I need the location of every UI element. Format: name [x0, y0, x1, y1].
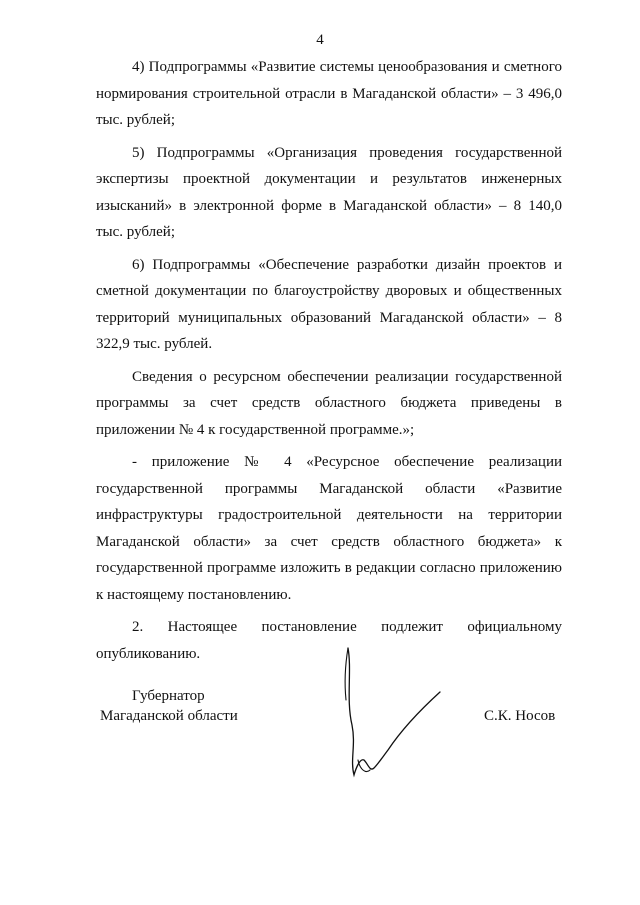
paragraph: 6) Подпрограммы «Обеспечение разработки дизайн проектов и сметной документации по благоустройству дворовых и общественных территорий муниципальных образований Магаданской области» – 8 322,9 тыс. рублей. — [96, 256, 562, 352]
page-number: 4 — [316, 32, 324, 48]
handwritten-signature — [330, 640, 460, 790]
paragraph: 4) Подпрограммы «Развитие системы ценообразования и сметного нормирования строительной отрасли в Магаданской области» – 3 496,0 тыс. рублей; — [96, 59, 562, 128]
governor-title: Губернатор — [132, 688, 205, 704]
paragraph: 2. Настоящее постановление подлежит официальному опубликованию. — [96, 619, 562, 662]
governor-region: Магаданской области — [100, 708, 238, 724]
paragraph: - приложение № 4 «Ресурсное обеспечение реализации государственной программы Магаданской области «Развитие инфраструктуры градостроительной деятельности на территории Магаданской области» за счет средств областного бюджета» к государственной программе изложить в редакции согласно приложению к настоящему постановлению. — [96, 454, 562, 603]
paragraph: 5) Подпрограммы «Организация проведения государственной экспертизы проектной документации и результатов инженерных изысканий» в электронной форме в Магаданской области» – 8 140,0 тыс. рублей; — [96, 144, 562, 240]
paragraph: Сведения о ресурсном обеспечении реализации государственной программы за счет средств областного бюджета приведены в приложении № 4 к государственной программе.»; — [96, 368, 562, 438]
governor-name: С.К. Носов — [484, 708, 556, 724]
